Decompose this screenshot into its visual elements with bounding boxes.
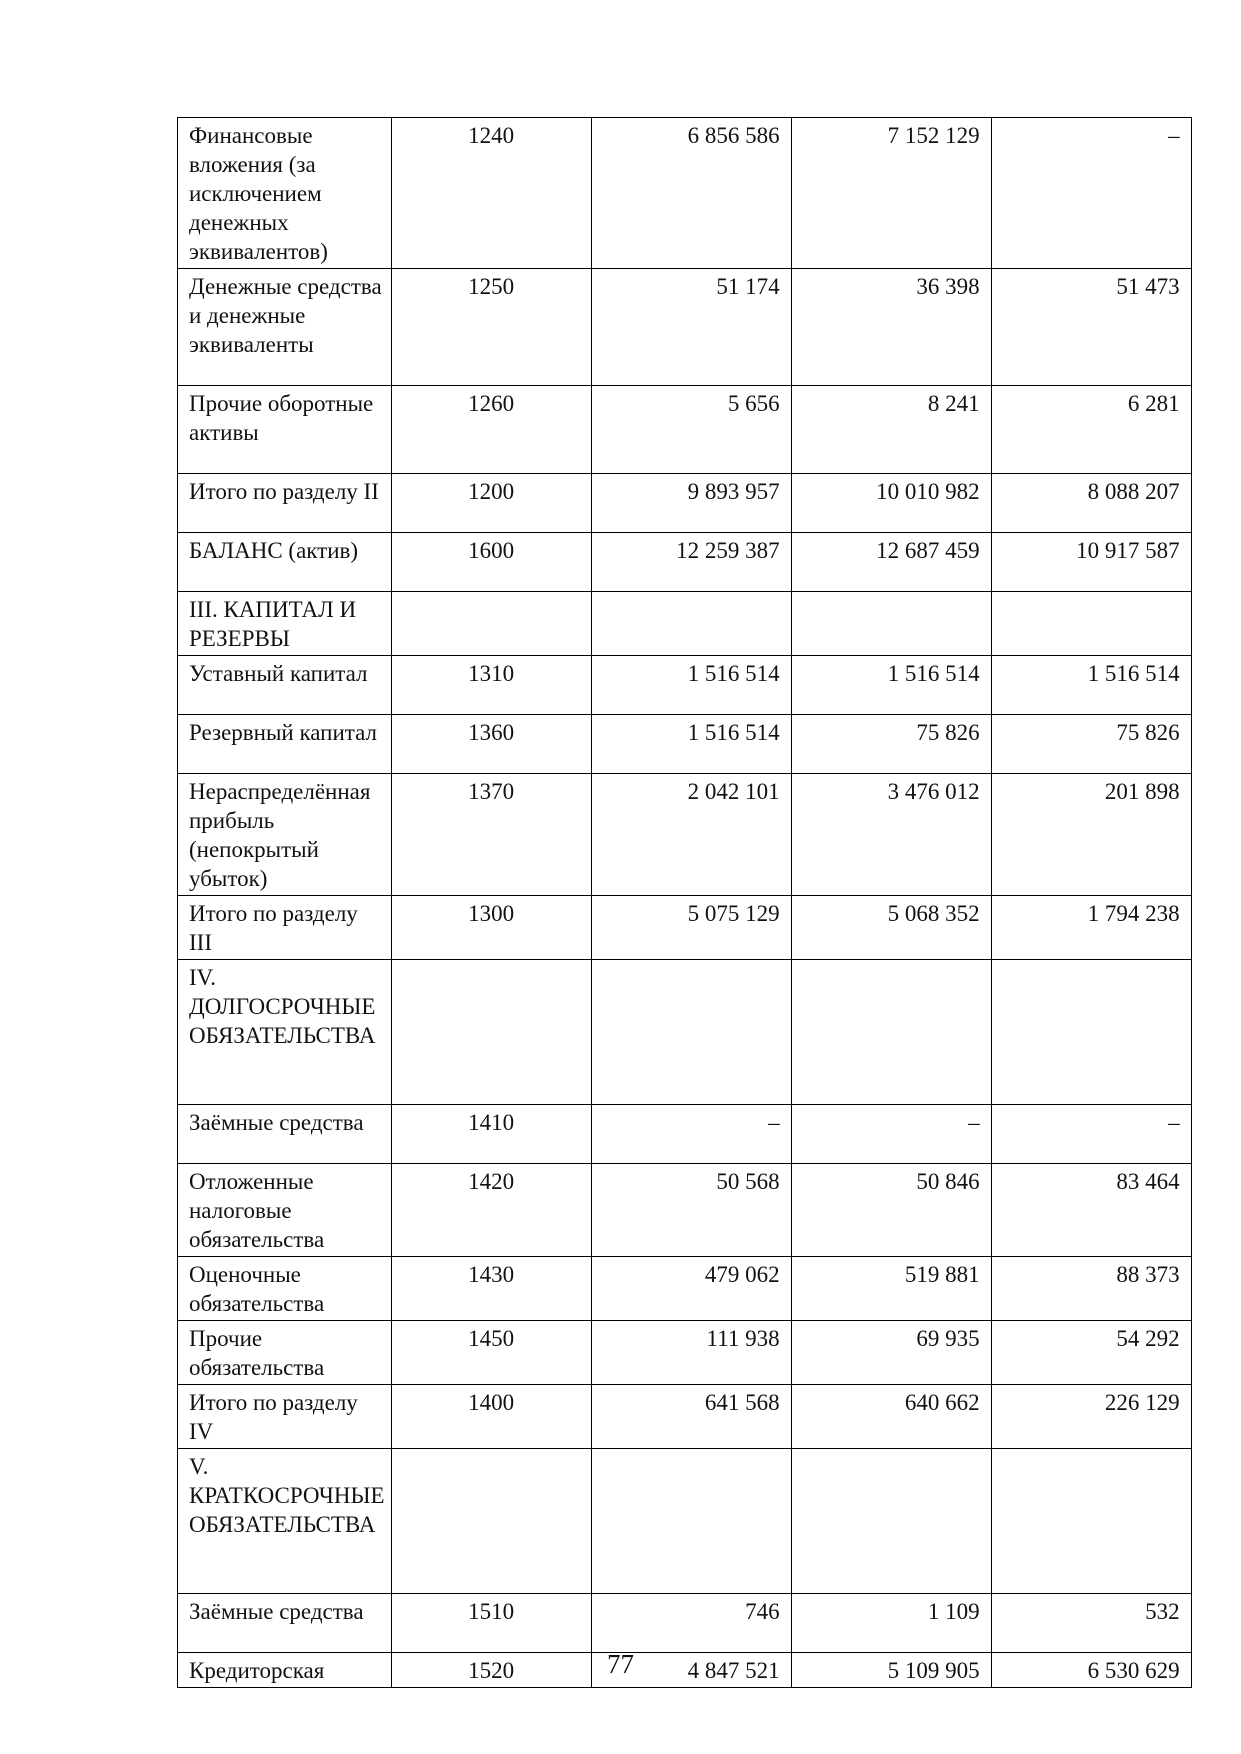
table-row — [178, 896, 1192, 960]
row-code-cell — [391, 960, 591, 1105]
value-cell-col3: 75 826 — [991, 715, 1191, 774]
value-cell-col1: 50 568 — [591, 1164, 791, 1257]
row-code-cell: 1300 — [391, 896, 591, 960]
row-name-cell: Прочие оборотные активы — [178, 386, 392, 474]
table-row — [178, 269, 1192, 386]
value-cell-col2: 10 010 982 — [791, 474, 991, 533]
table-row — [178, 118, 1192, 269]
value-cell-col2: 1 109 — [791, 1594, 991, 1653]
row-name-cell: Уставный капитал — [178, 656, 392, 715]
row-code-cell: 1520 — [391, 1653, 591, 1688]
value-cell-col1 — [591, 960, 791, 1105]
value-cell-col3: 54 292 — [991, 1321, 1191, 1385]
value-cell-col3: 83 464 — [991, 1164, 1191, 1257]
table-body — [178, 118, 1192, 1688]
page-number: 77 — [607, 1649, 634, 1679]
value-cell-col3 — [991, 960, 1191, 1105]
row-name-cell: Итого по разделу II — [178, 474, 392, 533]
value-cell-col3 — [991, 592, 1191, 656]
row-code-cell: 1260 — [391, 386, 591, 474]
value-cell-col1: 111 938 — [591, 1321, 791, 1385]
row-name-cell: Итого по разделу III — [178, 896, 392, 960]
value-cell-col2: 69 935 — [791, 1321, 991, 1385]
value-cell-col2: 12 687 459 — [791, 533, 991, 592]
value-cell-col3: 6 281 — [991, 386, 1191, 474]
row-code-cell: 1370 — [391, 774, 591, 896]
row-name-cell: Резервный капитал — [178, 715, 392, 774]
row-code-cell: 1240 — [391, 118, 591, 269]
value-cell-col1: 9 893 957 — [591, 474, 791, 533]
row-code-cell: 1420 — [391, 1164, 591, 1257]
value-cell-col3: 51 473 — [991, 269, 1191, 386]
value-cell-col2: 8 241 — [791, 386, 991, 474]
value-cell-col1: 479 062 — [591, 1257, 791, 1321]
row-code-cell — [391, 1449, 591, 1594]
value-cell-col1: 6 856 586 — [591, 118, 791, 269]
value-cell-col2: 640 662 — [791, 1385, 991, 1449]
balance-sheet-table — [177, 117, 1192, 1688]
value-cell-col1: 12 259 387 — [591, 533, 791, 592]
table-row — [178, 656, 1192, 715]
value-cell-col1: 1 516 514 — [591, 656, 791, 715]
value-cell-col3: 1 516 514 — [991, 656, 1191, 715]
value-cell-col3: 10 917 587 — [991, 533, 1191, 592]
row-name-cell: Финансовые вложения (за исключением денежных эквивалентов) — [178, 118, 392, 269]
table-row — [178, 1385, 1192, 1449]
row-code-cell: 1450 — [391, 1321, 591, 1385]
row-code-cell: 1310 — [391, 656, 591, 715]
section-header-row — [178, 592, 1192, 656]
value-cell-col2: 3 476 012 — [791, 774, 991, 896]
value-cell-col2: 1 516 514 — [791, 656, 991, 715]
value-cell-col1: 641 568 — [591, 1385, 791, 1449]
value-cell-col2 — [791, 592, 991, 656]
row-code-cell: 1510 — [391, 1594, 591, 1653]
value-cell-col3: 88 373 — [991, 1257, 1191, 1321]
value-cell-col2: 50 846 — [791, 1164, 991, 1257]
value-cell-col2: 7 152 129 — [791, 118, 991, 269]
value-cell-col2 — [791, 1449, 991, 1594]
row-name-cell: Заёмные средства — [178, 1105, 392, 1164]
value-cell-col1: 5 656 — [591, 386, 791, 474]
value-cell-col1 — [591, 1449, 791, 1594]
row-name-cell: Кредиторская — [178, 1653, 392, 1688]
row-name-cell: Заёмные средства — [178, 1594, 392, 1653]
section-header-cell: V. КРАТКОСРОЧНЫЕ ОБЯЗАТЕЛЬСТВА — [178, 1449, 392, 1594]
row-code-cell: 1600 — [391, 533, 591, 592]
row-name-cell: Денежные средства и денежные эквиваленты — [178, 269, 392, 386]
value-cell-col3: – — [991, 1105, 1191, 1164]
value-cell-col3: 532 — [991, 1594, 1191, 1653]
value-cell-col3: 201 898 — [991, 774, 1191, 896]
table-row — [178, 1164, 1192, 1257]
row-name-cell: Оценочные обязательства — [178, 1257, 392, 1321]
value-cell-col2: 519 881 — [791, 1257, 991, 1321]
value-cell-col3: – — [991, 118, 1191, 269]
value-cell-col3: 8 088 207 — [991, 474, 1191, 533]
value-cell-col3: 1 794 238 — [991, 896, 1191, 960]
table-row — [178, 774, 1192, 896]
value-cell-col2: – — [791, 1105, 991, 1164]
row-name-cell: БАЛАНС (актив) — [178, 533, 392, 592]
table-row — [178, 1257, 1192, 1321]
value-cell-col2: 5 109 905 — [791, 1653, 991, 1688]
value-cell-col2 — [791, 960, 991, 1105]
row-code-cell — [391, 592, 591, 656]
value-cell-col1: 4 847 521 — [591, 1653, 791, 1688]
row-name-cell: Прочие обязательства — [178, 1321, 392, 1385]
table-row — [178, 715, 1192, 774]
value-cell-col3: 6 530 629 — [991, 1653, 1191, 1688]
value-cell-col1 — [591, 592, 791, 656]
table-row — [178, 474, 1192, 533]
row-code-cell: 1200 — [391, 474, 591, 533]
value-cell-col3 — [991, 1449, 1191, 1594]
value-cell-col1: 51 174 — [591, 269, 791, 386]
value-cell-col1: – — [591, 1105, 791, 1164]
value-cell-col1: 1 516 514 — [591, 715, 791, 774]
table-row — [178, 1321, 1192, 1385]
table-row — [178, 386, 1192, 474]
table-row — [178, 533, 1192, 592]
section-header-cell: III. КАПИТАЛ И РЕЗЕРВЫ — [178, 592, 392, 656]
row-code-cell: 1430 — [391, 1257, 591, 1321]
table-row — [178, 1105, 1192, 1164]
value-cell-col2: 75 826 — [791, 715, 991, 774]
value-cell-col1: 746 — [591, 1594, 791, 1653]
value-cell-col3: 226 129 — [991, 1385, 1191, 1449]
row-name-cell: Нераспределённая прибыль (непокрытый убыток) — [178, 774, 392, 896]
row-code-cell: 1250 — [391, 269, 591, 386]
section-header-row — [178, 960, 1192, 1105]
value-cell-col1: 5 075 129 — [591, 896, 791, 960]
row-code-cell: 1400 — [391, 1385, 591, 1449]
table-row — [178, 1594, 1192, 1653]
section-header-cell: IV. ДОЛГОСРОЧНЫЕ ОБЯЗАТЕЛЬСТВА — [178, 960, 392, 1105]
section-header-row — [178, 1449, 1192, 1594]
value-cell-col2: 36 398 — [791, 269, 991, 386]
row-name-cell: Отложенные налоговые обязательства — [178, 1164, 392, 1257]
value-cell-col2: 5 068 352 — [791, 896, 991, 960]
value-cell-col1: 2 042 101 — [591, 774, 791, 896]
row-name-cell: Итого по разделу IV — [178, 1385, 392, 1449]
row-code-cell: 1410 — [391, 1105, 591, 1164]
row-code-cell: 1360 — [391, 715, 591, 774]
